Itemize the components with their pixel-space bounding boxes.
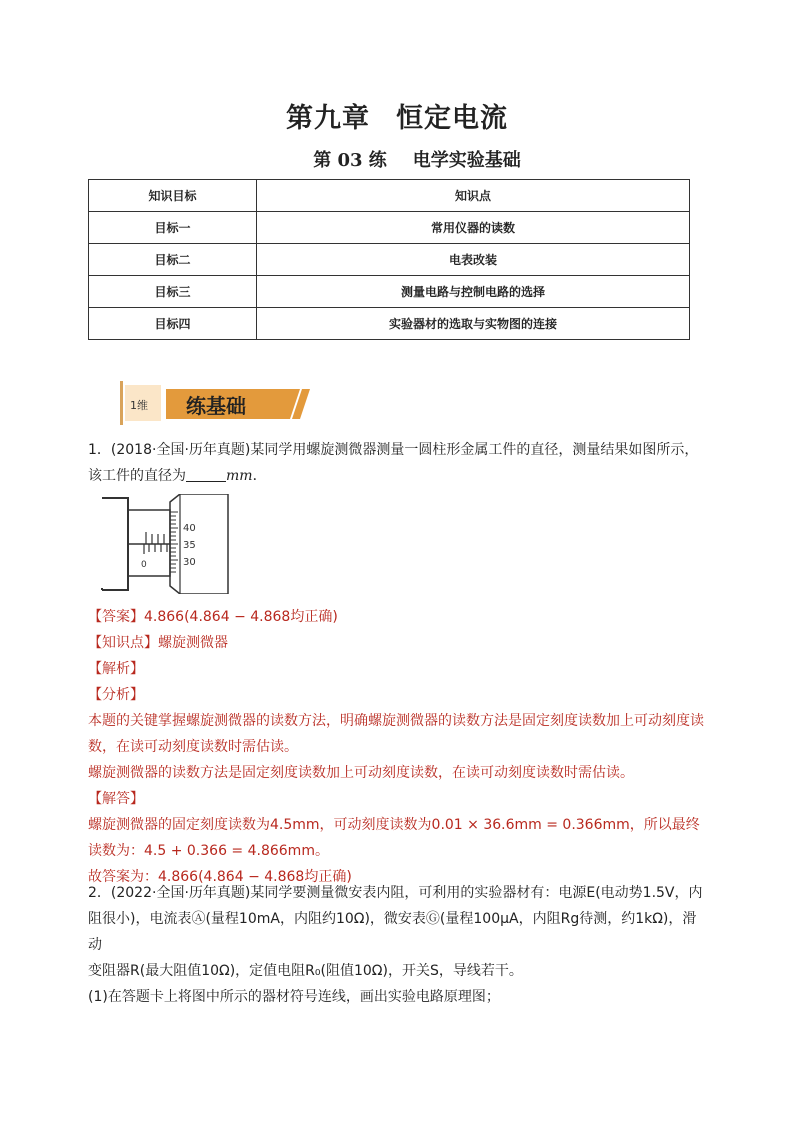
micrometer-figure bbox=[100, 494, 230, 594]
question-2-line-3: 变阻器R(最大阻值10Ω)，定值电阻R₀(阻值10Ω)，开关S，导线若干。 bbox=[88, 963, 523, 979]
table-header-cell: 知识点 bbox=[257, 180, 690, 212]
table-cell: 目标三 bbox=[89, 276, 257, 308]
question-1-line-2: 该工件的直径为 mm． bbox=[88, 468, 267, 484]
table-row bbox=[89, 308, 690, 340]
chapter-title bbox=[0, 96, 794, 135]
goals-table bbox=[88, 179, 690, 340]
jieda-tag: 【解答】 bbox=[88, 791, 144, 807]
thimble-label: 35 bbox=[183, 540, 196, 551]
fenxi-tag: 【分析】 bbox=[88, 687, 144, 703]
table-row bbox=[89, 212, 690, 244]
section-title bbox=[0, 146, 794, 172]
question-2-line-1: 2．(2022·全国·历年真题)某同学要测量微安表内阻，可利用的实验器材有：电源E(电动势1.5V，内 bbox=[88, 885, 703, 901]
jieda-paragraph: 螺旋测微器的固定刻度读数为4.5mm，可动刻度读数为0.01 × 36.6mm = 0.366mm，所以最终读数为：4.5 + 0.366 = 4.866mm。 bbox=[88, 817, 700, 859]
question-2-line-2: 阻很小)，电流表Ⓐ(量程10mA，内阻约10Ω)，微安表Ⓖ(量程100μA，内阻Rg待测，约1kΩ)，滑动 bbox=[88, 911, 697, 953]
table-cell: 电表改装 bbox=[257, 244, 690, 276]
table-row bbox=[89, 276, 690, 308]
section-number: 第 03 练 bbox=[313, 150, 387, 171]
thimble-label: 30 bbox=[183, 557, 196, 568]
final-answer: 故答案为：4.866(4.864 − 4.868均正确) bbox=[88, 869, 352, 885]
table-cell: 测量电路与控制电路的选择 bbox=[257, 276, 690, 308]
fenxi-paragraph-1: 本题的关键掌握螺旋测微器的读数方法，明确螺旋测微器的读数方法是固定刻度读数加上可动刻度读数，在读可动刻度读数时需估读。 bbox=[88, 713, 704, 755]
table-cell: 目标一 bbox=[89, 212, 257, 244]
section-name: 电学实验基础 bbox=[412, 150, 521, 171]
banner-badge: 1维 bbox=[130, 399, 148, 412]
question-1-solution bbox=[88, 604, 708, 890]
chapter-number: 第九章 bbox=[286, 103, 370, 134]
answer-blank bbox=[186, 467, 226, 482]
knowledge-point-line: 【知识点】螺旋测微器 bbox=[88, 635, 228, 651]
table-cell: 实验器材的选取与实物图的连接 bbox=[257, 308, 690, 340]
table-cell: 目标四 bbox=[89, 308, 257, 340]
sleeve-zero-label: 0 bbox=[141, 560, 147, 570]
table-header-row bbox=[89, 180, 690, 212]
question-2-line-4: (1)在答题卡上将图中所示的器材符号连线，画出实验电路原理图； bbox=[88, 989, 500, 1005]
table-cell: 常用仪器的读数 bbox=[257, 212, 690, 244]
section-banner bbox=[120, 379, 310, 427]
banner-label: 练基础 bbox=[186, 394, 246, 418]
question-1-line-1: 1．(2018·全国·历年真题)某同学用螺旋测微器测量一圆柱形金属工件的直径，测量结果如图所示， bbox=[88, 442, 699, 458]
table-row bbox=[89, 244, 690, 276]
table-cell: 目标二 bbox=[89, 244, 257, 276]
thimble-label: 40 bbox=[183, 523, 196, 534]
analysis-tag: 【解析】 bbox=[88, 661, 144, 677]
table-header-cell: 知识目标 bbox=[89, 180, 257, 212]
question-1-stem bbox=[88, 437, 708, 489]
fenxi-paragraph-2: 螺旋测微器的读数方法是固定刻度读数加上可动刻度读数，在读可动刻度读数时需估读。 bbox=[88, 765, 634, 781]
answer-line: 【答案】4.866(4.864 − 4.868均正确) bbox=[88, 609, 338, 625]
question-2-stem bbox=[88, 880, 708, 1010]
chapter-name: 恒定电流 bbox=[396, 103, 508, 134]
